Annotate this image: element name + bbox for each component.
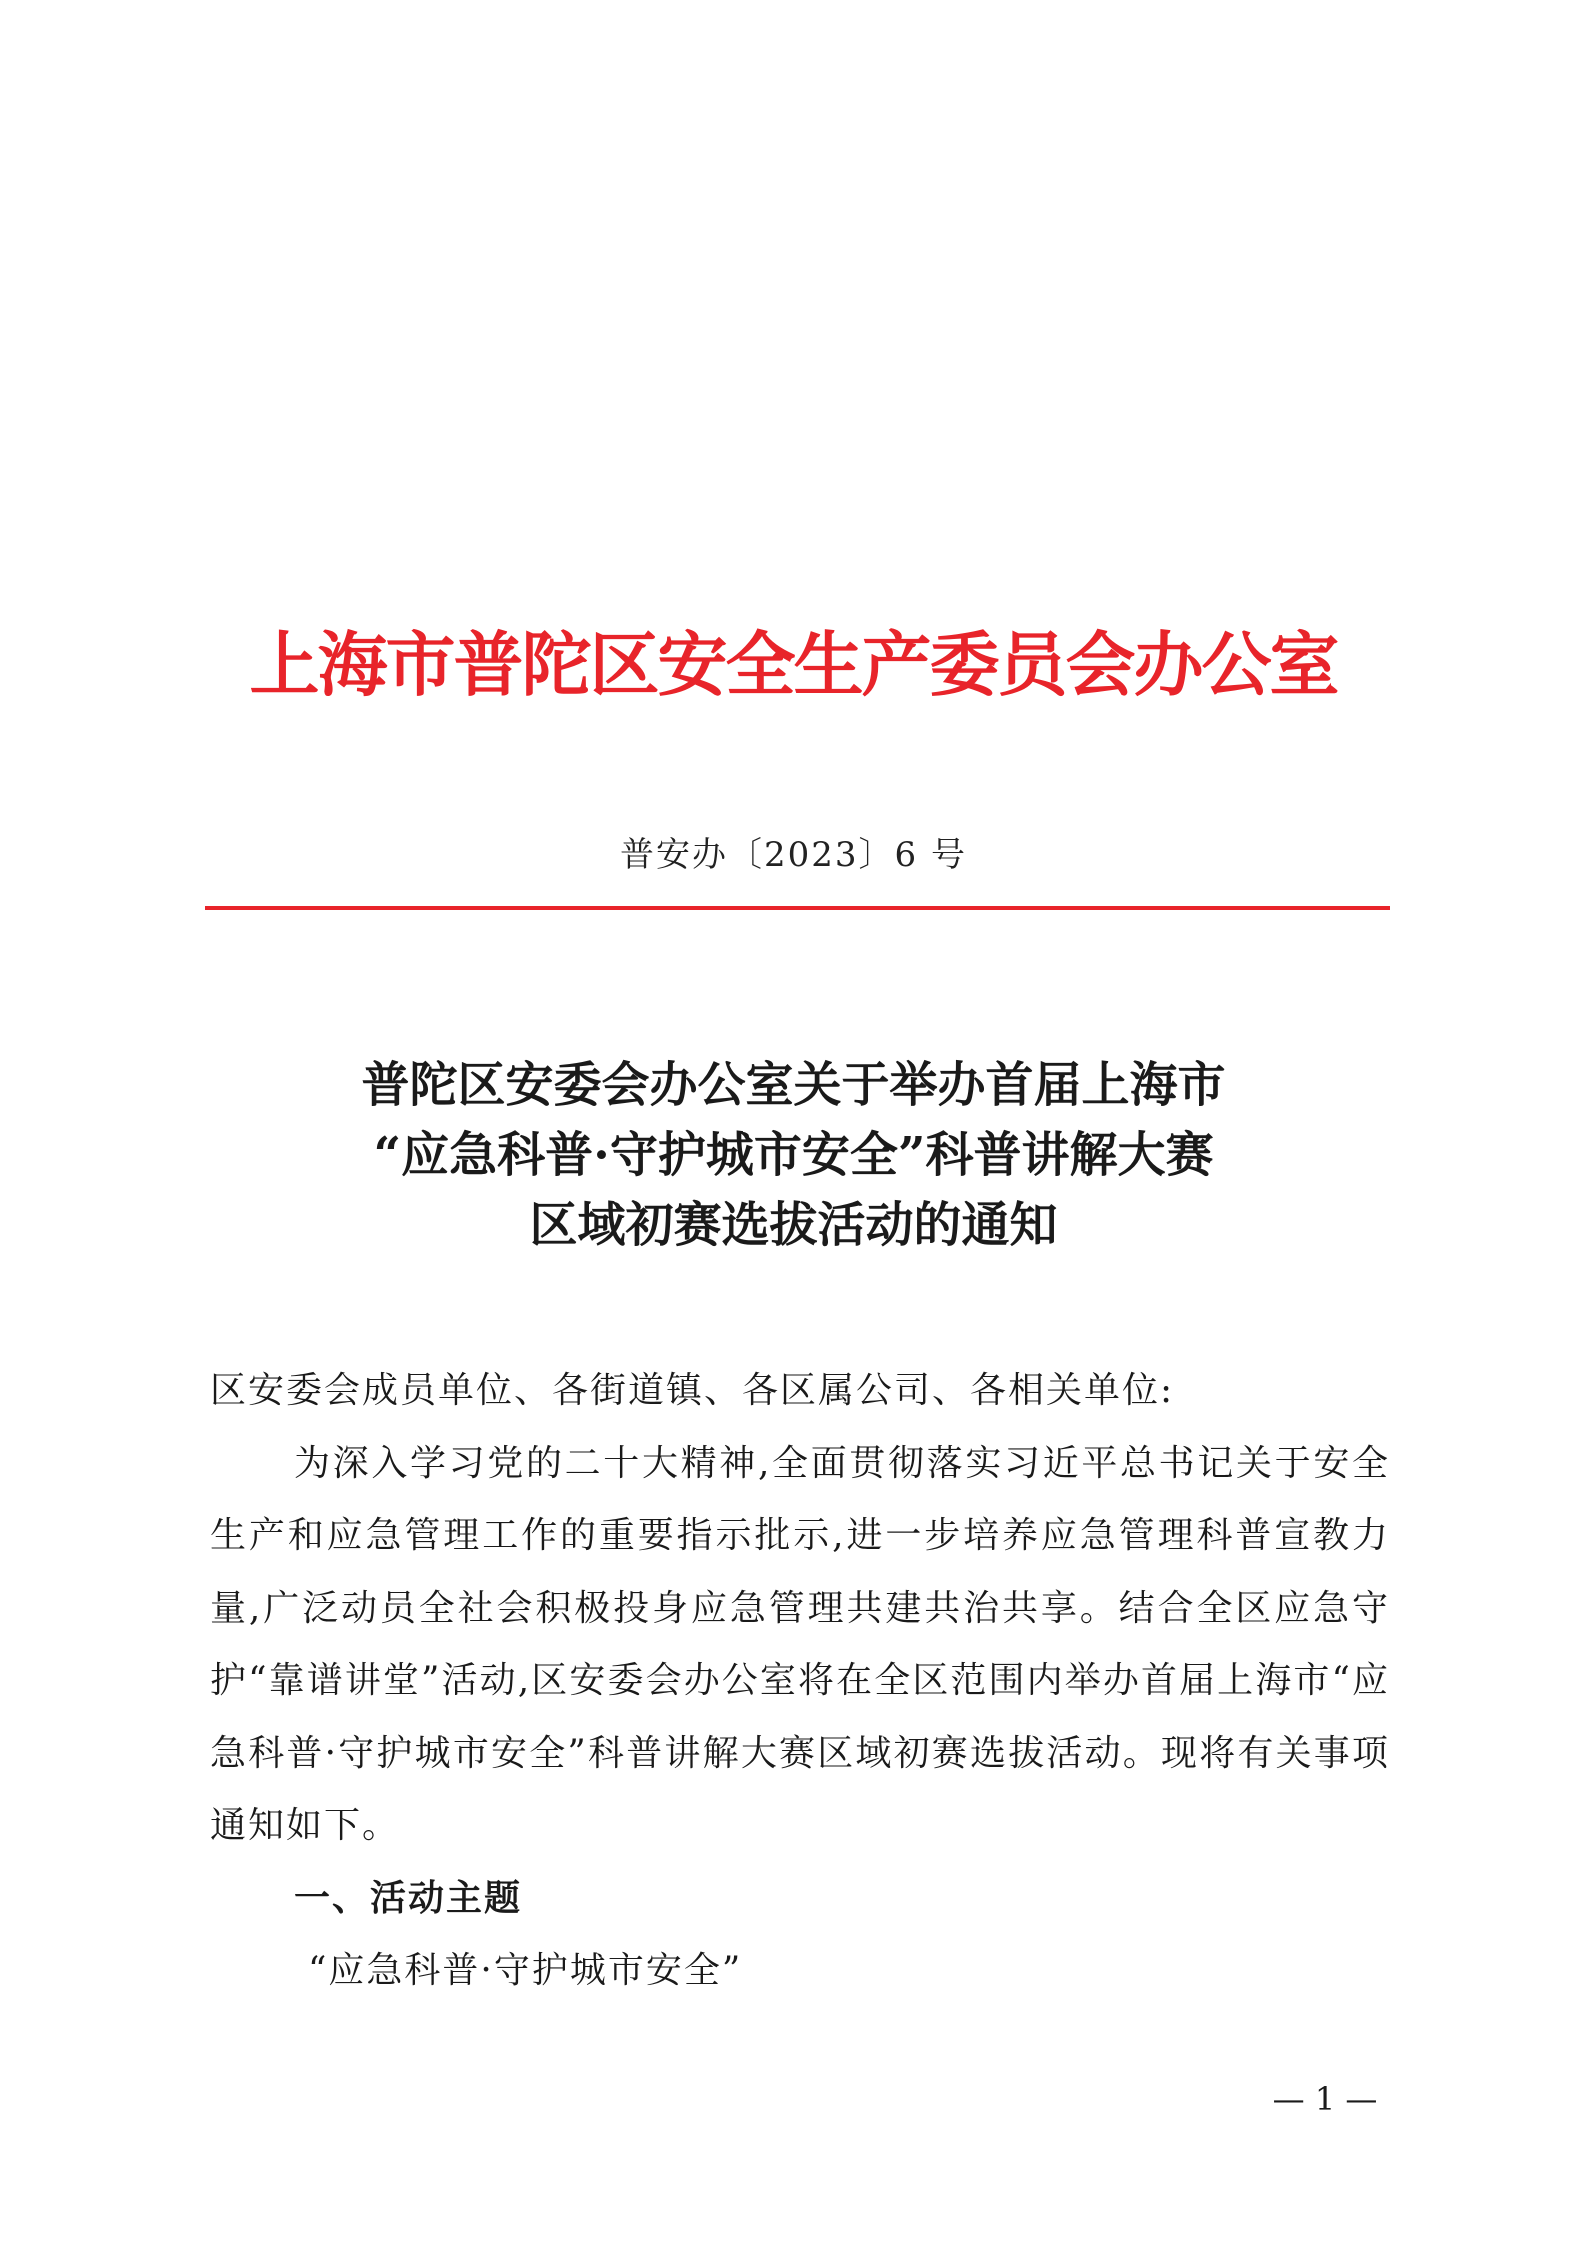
title-line-1: 普陀区安委会办公室关于举办首届上海市 [361,1057,1226,1113]
issuing-authority-header: 上海市普陀区安全生产委员会办公室 [249,623,1338,706]
body-paragraph: 为深入学习党的二十大精神,全面贯彻落实习近平总书记关于安全生产和应急管理工作的重要指示批示,进一步培养应急管理科普宣教力量,广泛动员全社会积极投身应急管理共建共治共享。结合全区应急守护“靠谱讲堂”活动,区安委会办公室将在全区范围内举办首届上海市“应急科普·守护城市安全”科普讲解大赛区域初赛选拔活动。现将有关事项通知如下。 [210,1442,1390,1846]
notice-body [210,1355,1390,2008]
activity-theme-text: “应急科普·守护城市安全” [308,1950,743,1991]
document-number: 普安办〔2023〕6 号 [620,835,967,875]
section-heading-theme: 一、活动主题 [294,1877,523,1919]
title-line-3: 区域初赛选拔活动的通知 [529,1197,1058,1253]
title-line-2: “应急科普·守护城市安全”科普讲解大赛 [373,1127,1214,1183]
red-divider-line [205,906,1390,910]
salutation: 区安委会成员单位、各街道镇、各区属公司、各相关单位: [210,1370,1175,1411]
page-number: — 1 — [1272,2080,1378,2118]
notice-title [0,1050,1587,1260]
